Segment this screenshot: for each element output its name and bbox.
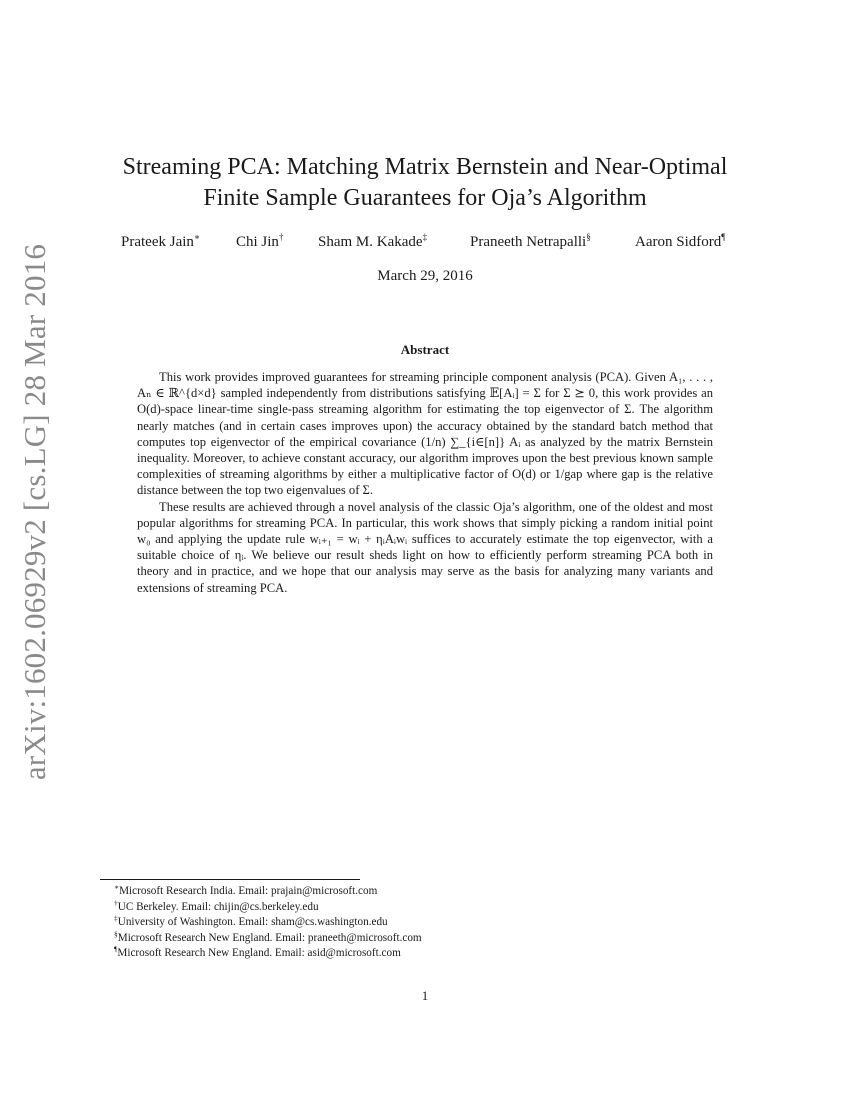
author: Prateek Jain∗ xyxy=(121,232,201,250)
footnote: ‡University of Washington. Email: sham@cs.washington.edu xyxy=(114,913,388,928)
author: Sham M. Kakade‡ xyxy=(318,232,428,250)
author: Praneeth Netrapalli§ xyxy=(470,232,591,250)
page-number: 1 xyxy=(421,988,429,1003)
abstract-body xyxy=(137,369,713,596)
author: Aaron Sidford¶ xyxy=(635,232,726,250)
author-mark: ∗ xyxy=(193,232,201,242)
footnote-mark: ∗ xyxy=(114,882,120,892)
abstract-paragraph: This work provides improved guarantees for streaming principle component analysis (PCA). Given A₁, . . . , Aₙ ∈ ℝ^{d×d} sampled independently from distributions satisfying 𝔼[Aᵢ] = Σ for Σ ⪰ 0, this work provides an O(d)-space linear-time single-pass streaming algorithm for estimating the top eigenvector of Σ. The algorithm nearly matches (and in certain cases improves upon) the accuracy obtained by the standard batch method that computes top eigenvector of the empirical covariance (1/n) ∑_{i∈[n]} Aᵢ as analyzed by the matrix Bernstein inequality. Moreover, to achieve constant accuracy, our algorithm improves upon the best previous known sample complexities of streaming algorithms by either a multiplicative factor of O(d) or 1/gap where gap is the relative distance between the top two eigenvalues of Σ. xyxy=(137,370,713,498)
abstract-paragraph: These results are achieved through a novel analysis of the classic Oja’s algorithm, one of the oldest and most popular algorithms for streaming PCA. In particular, this work shows that simply picking a random initial point w₀ and applying the update rule wᵢ₊₁ = wᵢ + ηᵢAᵢwᵢ suffices to accurately estimate the top eigenvector, with a suitable choice of ηᵢ. We believe our result sheds light on how to efficiently perform streaming PCA both in theory and in practice, and we hope that our analysis may serve as the basis for analyzing many variants and extensions of streaming PCA. xyxy=(137,499,713,595)
footnote: ∗Microsoft Research India. Email: prajain@microsoft.com xyxy=(114,882,378,897)
author-mark: † xyxy=(278,232,284,242)
footnote-mark: ‡ xyxy=(114,913,118,923)
author-mark: ¶ xyxy=(721,232,726,242)
abstract-heading: Abstract xyxy=(400,342,450,357)
paper-title xyxy=(0,152,850,214)
arxiv-id: arXiv:1602.06929v2 [cs.LG] 28 Mar 2016 xyxy=(17,243,52,781)
paper-date: March 29, 2016 xyxy=(377,268,473,284)
footnote: †UC Berkeley. Email: chijin@cs.berkeley.edu xyxy=(114,897,319,913)
footnotes xyxy=(114,884,754,962)
author: Chi Jin† xyxy=(236,232,284,250)
footnote-divider xyxy=(100,879,360,880)
footnote-mark: † xyxy=(114,897,118,907)
author-mark: ‡ xyxy=(422,232,428,242)
author-mark: § xyxy=(586,232,591,242)
footnote: ¶Microsoft Research New England. Email: asid@microsoft.com xyxy=(114,944,401,959)
title-line-1: Streaming PCA: Matching Matrix Bernstein and Near-Optimal xyxy=(122,154,728,180)
footnote-mark: ¶ xyxy=(114,944,118,954)
title-line-2: Finite Sample Guarantees for Oja’s Algorithm xyxy=(203,185,647,211)
footnote-mark: § xyxy=(114,928,118,938)
footnote: §Microsoft Research New England. Email: praneeth@microsoft.com xyxy=(114,928,422,944)
arxiv-stamp xyxy=(10,243,60,781)
